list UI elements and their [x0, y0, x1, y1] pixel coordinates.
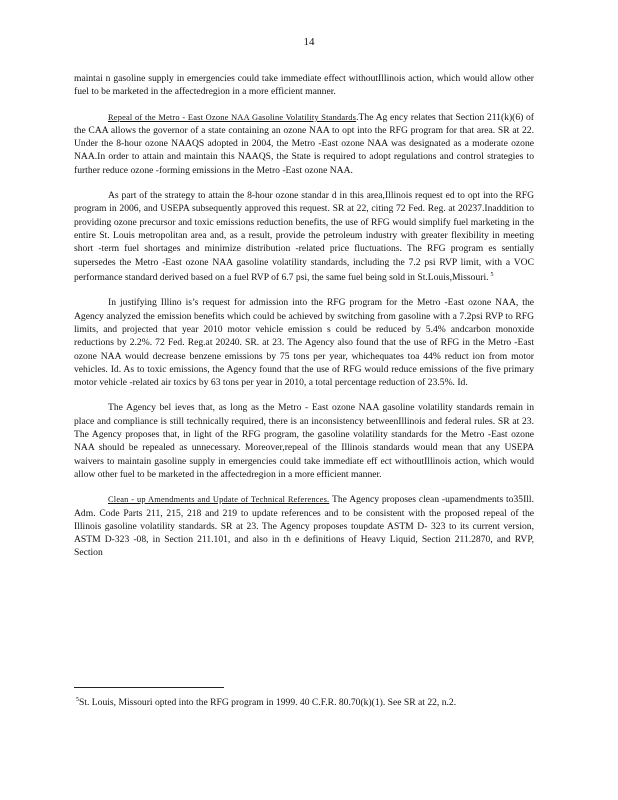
footnote-divider [74, 687, 224, 688]
footnote-text: St. Louis, Missouri opted into the RFG program in 1999. 40 C.F.R. 80.70(k)(1). See SR at 22, n.2. [79, 697, 457, 709]
paragraph-text: maintai n gasoline supply in emergencies could take immediate effect withoutIllinois action, which would allow other fuel to be marketed in the affectedregion in a more efficient manner. [74, 73, 534, 98]
page-number: 14 [303, 36, 315, 48]
section-heading-repeal: Repeal of the Metro - East Ozone NAA Gasoline Volatility Standards [108, 112, 357, 122]
paragraph-continuation [74, 72, 534, 99]
paragraph-text: .The Ag ency relates that Section 211(k)(6) of the CAA allows the governor of a state containing an ozone NAA to opt into the RFG program for that area. SR at 22. Under the 8-hour ozone NAAQS adopted in 2004, the Metro -East ozone NAA was designated as a moderate ozone NAA.In order to attain and maintain this NAAQS, the State is required to adopt regulations and control strategies to further reduce ozone -forming emissions in the Metro -East ozone NAA. [74, 111, 534, 176]
footnote-marker: 5 [76, 697, 79, 703]
body-text [74, 72, 534, 572]
paragraph-cleanup-section [74, 493, 534, 559]
paragraph-justification [74, 296, 534, 389]
footnote-reference: 5 [490, 271, 494, 278]
paragraph-text: As part of the strategy to attain the 8-hour ozone standar d in this area,Illinois request ed to opt into the RFG program in 2006, and USEPA subsequently approved this request. SR at 22, citing 72 Fed. Reg. at 20237.Inaddition to providing ozone precursor and toxic emissions reduction benefits, the use of RFG would simplify fuel marketing in the entire St. Louis metropolitan area and, as a result, provide the petroleum industry with greater flexibility in meeting short -term fuel shortages and minimize distribution -related price fluctuations. The RFG program es sentially supersedes the Metro -East ozone NAA gasoline volatility standards, including the 7.2 psi RVP limit, with a VOC performance standard derived based on a fuel RVP of 6.7 psi, the same fuel being sold in St.Louis,Missouri. [74, 190, 534, 284]
paragraph-text: The Agency proposes clean -upamendments to35Ill. Adm. Code Parts 211, 215, 218 and 219 to update references and to be consistent with the proposed repeal of the Illinois gasoline volatility standards. SR at 23. The Agency proposes toupdate ASTM D- 323 to its current version, ASTM D-323 -08, in Section 211.101, and also in th e definitions of Heavy Liquid, Section 211.2870, and RVP, Section [74, 494, 534, 559]
paragraph-text: In justifying Illino is’s request for admission into the RFG program for the Metro -East ozone NAA, the Agency analyzed the emission benefits which could be achieved by switching from gasoline with a 7.2psi RVP to RFG limits, and projected that year 2010 motor vehicle emission s could be reduced by 5.4% andcarbon monoxide reductions by 2.2%. 72 Fed. Reg.at 20240. SR. at 23. The Agency also found that the use of RFG in the Metro -East ozone NAA would decrease benzene emissions by 75 tons per year, whichequates toa 44% reduct ion from motor vehicles. Id. As to toxic emissions, the Agency found that the use of RFG would reduce emissions of the five primary motor vehicle -related air toxics by 63 tons per year in 2010, a total percentage reduction of 23.5%. Id. [74, 297, 534, 389]
paragraph-agency-belief [74, 401, 534, 481]
footnote [74, 694, 534, 709]
paragraph-text: The Agency bel ieves that, as long as the Metro - East ozone NAA gasoline volatility standards remain in place and compliance is still technically required, there is an inconsistency betweenIllinois and federal rules. SR at 23. The Agency proposes that, in light of the RFG program, the gasoline volatility standards for the Metro -East ozone NAA should be repealed as unnecessary. Moreover,repeal of the Illinois standards would mean that any USEPA waivers to maintain gasoline supply in emergencies could take immediate eff ect withoutIllinois action, which would allow other fuel to be marketed in the affectedregion in a more efficient manner. [74, 402, 534, 480]
paragraph-repeal-section [74, 111, 534, 177]
section-heading-cleanup: Clean - up Amendments and Update of Technical References. [108, 495, 330, 505]
paragraph-strategy [74, 189, 534, 284]
